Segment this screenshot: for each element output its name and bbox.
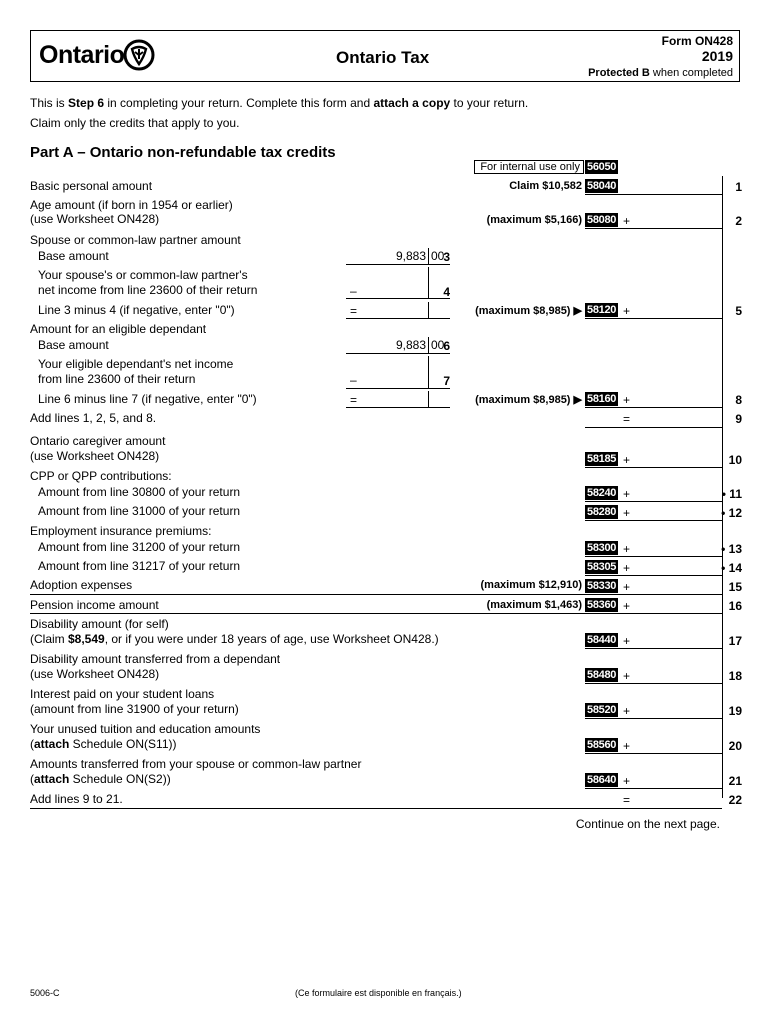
line-21-plus: +: [623, 774, 631, 788]
line-2-label-b: (use Worksheet ON428): [30, 212, 160, 226]
form-header: [30, 30, 740, 82]
line-1-code: 58040: [587, 180, 617, 192]
trillium-icon: [123, 39, 155, 71]
line-21-label-a: Amounts transferred from your spouse or common-law partner: [30, 757, 362, 771]
line-1-claim: Claim $10,582: [509, 180, 582, 192]
line-18-plus: +: [623, 669, 631, 683]
line-17-label-a: Disability amount (for self): [30, 617, 169, 631]
line-4-label-b: net income from line 23600 of their return: [38, 283, 258, 297]
line-3-label: Base amount: [38, 249, 109, 263]
line-18-field[interactable]: [585, 683, 722, 684]
line-20-field[interactable]: [585, 753, 722, 754]
line-5-plus: +: [623, 304, 631, 318]
line-15-field[interactable]: [30, 594, 722, 595]
line-19-plus: +: [623, 704, 631, 718]
line-8-number: 8: [735, 393, 742, 407]
line-20-plus: +: [623, 739, 631, 753]
line-11-field[interactable]: [585, 501, 722, 502]
line-19-label-a: Interest paid on your student loans: [30, 687, 215, 701]
internal-use-code: 56050: [587, 161, 617, 173]
line-13-field[interactable]: [585, 556, 722, 557]
line-5-subfield: [346, 318, 450, 319]
line-5-sign: =: [350, 304, 358, 318]
line-19-field[interactable]: [585, 718, 722, 719]
line-3-amount[interactable]: 9,883: [395, 249, 426, 263]
line-8-subfield: [346, 407, 450, 408]
line-14-number: • 14: [721, 561, 742, 575]
line-22-number: 22: [728, 793, 742, 807]
line-17-number: 17: [728, 634, 742, 648]
line-10-plus: +: [623, 453, 631, 467]
line-16-max: (maximum $1,463): [486, 599, 582, 611]
line-9-field[interactable]: [585, 427, 722, 428]
line-5-cents-divider: [428, 302, 429, 318]
line-14-field[interactable]: [585, 575, 722, 576]
line-12-code: 58280: [587, 506, 617, 518]
line-16-plus: +: [623, 599, 631, 613]
form-year: 2019: [701, 48, 733, 64]
line-19-number: 19: [728, 704, 742, 718]
line-22-label: Add lines 9 to 21.: [30, 792, 123, 806]
line-15-number: 15: [728, 580, 742, 594]
line-8-field[interactable]: [585, 407, 722, 408]
line-15-plus: +: [623, 580, 631, 594]
line-22-field[interactable]: [30, 808, 722, 809]
line-6-field: [346, 353, 450, 354]
line-17-plus: +: [623, 634, 631, 648]
line-12-field[interactable]: [585, 520, 722, 521]
line-5-field[interactable]: [585, 318, 722, 319]
line-3-number: 3: [443, 250, 450, 264]
french-note: (Ce formulaire est disponible en français.): [295, 988, 462, 998]
line-5-label: Line 3 minus 4 (if negative, enter "0"): [38, 303, 235, 317]
line-22-sign: =: [623, 793, 631, 807]
line-2-code: 58080: [587, 214, 617, 226]
line-11-plus: +: [623, 487, 631, 501]
line-6-number: 6: [443, 339, 450, 353]
line-10-number: 10: [728, 453, 742, 467]
line-7-number: 7: [443, 374, 450, 388]
line-20-label-b: (attach Schedule ON(S11)): [30, 737, 177, 751]
line-16-field[interactable]: [30, 613, 722, 614]
line-7-label-b: from line 23600 of their return: [38, 372, 196, 386]
line-20-number: 20: [728, 739, 742, 753]
line-18-label-a: Disability amount transferred from a dependant: [30, 652, 281, 666]
line-6-cents: 00: [431, 338, 445, 352]
line-13-label: Amount from line 31200 of your return: [38, 540, 241, 554]
line-7-sign: –: [350, 373, 357, 387]
line-7-label-a: Your eligible dependant's net income: [38, 357, 234, 371]
line-16-label: Pension income amount: [30, 598, 159, 612]
line-2-number: 2: [735, 214, 742, 228]
line-12-number: • 12: [721, 506, 742, 520]
line-13-code: 58300: [587, 542, 617, 554]
line-19-label-b: (amount from line 31900 of your return): [30, 702, 239, 716]
ei-heading: Employment insurance premiums:: [30, 524, 212, 538]
line-12-plus: +: [623, 506, 631, 520]
line-21-field[interactable]: [585, 788, 722, 789]
line-2-label-a: Age amount (if born in 1954 or earlier): [30, 198, 233, 212]
line-2-max: (maximum $5,166): [486, 214, 582, 226]
line-18-code: 58480: [587, 669, 617, 681]
line-11-code: 58240: [587, 487, 617, 499]
line-6-label: Base amount: [38, 338, 109, 352]
intro-line-2: Claim only the credits that apply to you.: [30, 116, 240, 130]
line-20-code: 58560: [587, 739, 617, 751]
line-3-field: [346, 264, 450, 265]
line-20-label-a: Your unused tuition and education amounts: [30, 722, 261, 736]
line-1-label: Basic personal amount: [30, 179, 153, 193]
line-17-label-b: (Claim $8,549, or if you were under 18 years of age, use Worksheet ON428.): [30, 632, 439, 646]
line-10-code: 58185: [587, 453, 617, 465]
form-id: Form ON428: [661, 34, 733, 48]
line-17-code: 58440: [587, 634, 617, 646]
line-11-number: • 11: [721, 487, 742, 501]
line-14-label: Amount from line 31217 of your return: [38, 559, 241, 573]
line-15-label: Adoption expenses: [30, 578, 133, 592]
line-2-field[interactable]: [585, 228, 722, 229]
line-18-number: 18: [728, 669, 742, 683]
line-10-field[interactable]: [585, 467, 722, 468]
part-a-heading: Part A – Ontario non-refundable tax credits: [30, 144, 336, 161]
line-21-number: 21: [728, 774, 742, 788]
line-5-max: (maximum $8,985) ▶: [475, 305, 582, 317]
line-13-number: • 13: [721, 542, 742, 556]
continue-note: Continue on the next page.: [575, 817, 720, 831]
line-10-label-a: Ontario caregiver amount: [30, 434, 166, 448]
line-17-field[interactable]: [585, 648, 722, 649]
line-8-max: (maximum $8,985) ▶: [475, 394, 582, 406]
line-9-sign: =: [623, 412, 631, 426]
internal-use-box: For internal use only: [474, 160, 584, 174]
line-5-number: 5: [735, 304, 742, 318]
line-13-plus: +: [623, 542, 631, 556]
ontario-logo-text: Ontario: [39, 41, 125, 69]
spouse-heading: Spouse or common-law partner amount: [30, 233, 241, 247]
line-1-field[interactable]: [585, 194, 722, 195]
line-7-field[interactable]: [346, 388, 450, 389]
cpp-heading: CPP or QPP contributions:: [30, 469, 172, 483]
line-9-number: 9: [735, 412, 742, 426]
line-21-label-b: (attach Schedule ON(S2)): [30, 772, 171, 786]
line-8-code: 58160: [587, 393, 617, 405]
line-19-code: 58520: [587, 704, 617, 716]
line-8-cents-divider: [428, 391, 429, 407]
line-4-number: 4: [443, 285, 450, 299]
form-code: 5006-C: [30, 988, 60, 998]
line-9-label: Add lines 1, 2, 5, and 8.: [30, 411, 157, 425]
line-18-label-b: (use Worksheet ON428): [30, 667, 160, 681]
line-14-code: 58305: [587, 561, 617, 573]
line-4-label-a: Your spouse's or common-law partner's: [38, 268, 248, 282]
line-8-label: Line 6 minus line 7 (if negative, enter "0"): [38, 392, 257, 406]
intro-line-1: This is Step 6 in completing your return. Complete this form and attach a copy to your return.: [30, 96, 529, 110]
dependant-heading: Amount for an eligible dependant: [30, 322, 207, 336]
line-15-code: 58330: [587, 580, 617, 592]
line-14-plus: +: [623, 561, 631, 575]
line-16-number: 16: [728, 599, 742, 613]
protected-notice: Protected B when completed: [588, 67, 733, 79]
line-3-cents: 00: [431, 249, 445, 263]
line-16-code: 58360: [587, 599, 617, 611]
line-1-number: 1: [735, 180, 742, 194]
line-15-max: (maximum $12,910): [480, 579, 582, 591]
line-2-plus: +: [623, 214, 631, 228]
line-21-code: 58640: [587, 774, 617, 786]
line-11-label: Amount from line 30800 of your return: [38, 485, 241, 499]
line-6-amount[interactable]: 9,883: [395, 338, 426, 352]
line-12-label: Amount from line 31000 of your return: [38, 504, 241, 518]
line-8-sign: =: [350, 393, 358, 407]
line-8-plus: +: [623, 393, 631, 407]
form-title: Ontario Tax: [336, 48, 430, 67]
line-4-sign: –: [350, 284, 357, 298]
line-10-label-b: (use Worksheet ON428): [30, 449, 160, 463]
line-5-code: 58120: [587, 304, 617, 316]
